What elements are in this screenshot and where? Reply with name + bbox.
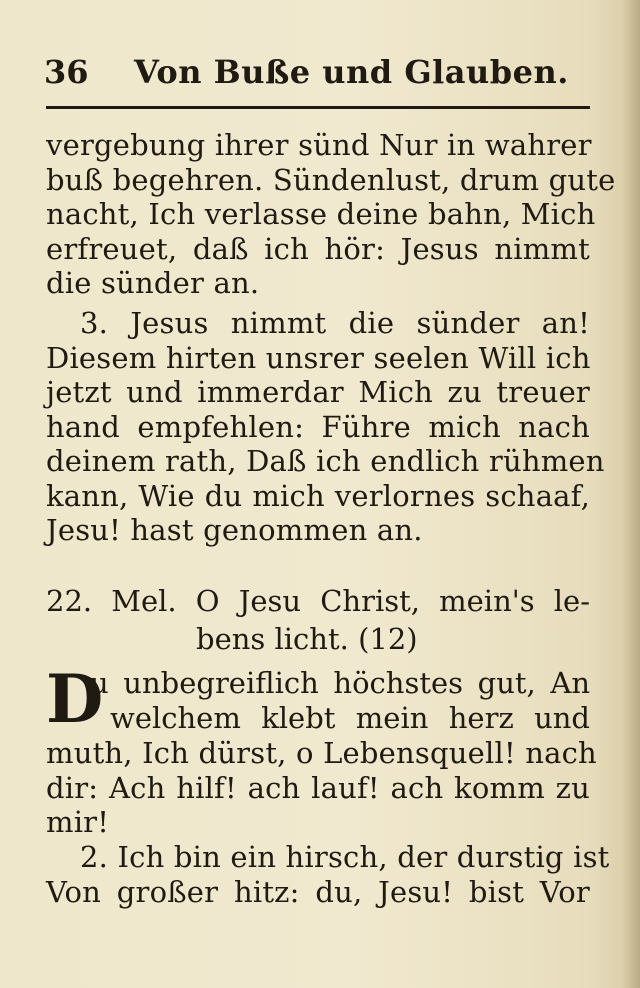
hymn-heading [46,582,590,658]
drop-cap: D [46,660,104,738]
text-line: Jesu! hast genommen an. [46,513,423,547]
verse-first-line: 3. Jesus nimmt die sünder an! [80,306,590,340]
text-line: hand empfehlen: Führe mich nach [46,409,590,444]
page-edge-shadow [622,0,640,988]
text-line: Von großer hitz: du, Jesu! bist Vor [46,874,590,909]
text-line: buß begehren. Sündenlust, drum gute [46,162,616,197]
continuation-paragraph [46,128,616,301]
running-head-title: Von Buße und Glauben. [134,53,569,91]
text-line: dir: Ach hilf! ach lauf! ach komm zu [46,770,590,805]
text-line: Diesem hirten unsrer seelen Will ich [46,340,591,375]
text-line: kann, Wie du mich verlornes schaaf, [46,478,590,513]
text-line: muth, Ich dürst, o Lebensquell! nach [46,736,597,770]
text-line: vergebung ihrer sünd Nur in wahrer [46,128,592,162]
text-line: welchem klebt mein herz und [110,700,590,735]
running-header [44,52,604,92]
text-line: u unbegreiflich höchstes gut, An [90,666,590,700]
text-line: deinem rath, Daß ich endlich rühmen [46,444,605,478]
text-line: nacht, Ich verlasse deine bahn, Mich [46,197,596,231]
text-line: jetzt und immerdar Mich zu treuer [46,375,590,409]
verse-3 [46,306,605,548]
drop-cap-lines [90,666,590,735]
text-line: mir! [46,805,110,839]
text-line: die sünder an. [46,266,260,300]
hymn-verse-2 [46,840,610,909]
text-line: erfreuet, daß ich hör: Jesus nimmt [46,231,590,266]
verse-first-line: 2. Ich bin ein hirsch, der durstig ist [80,840,610,874]
hymn-verse-1 [46,736,597,840]
header-rule [46,106,590,109]
hymn-heading-line: bens licht. (12) [196,622,418,656]
page-number: 36 [44,53,89,91]
hymn-heading-line: 22. Mel. O Jesu Christ, mein's le- [46,584,590,618]
